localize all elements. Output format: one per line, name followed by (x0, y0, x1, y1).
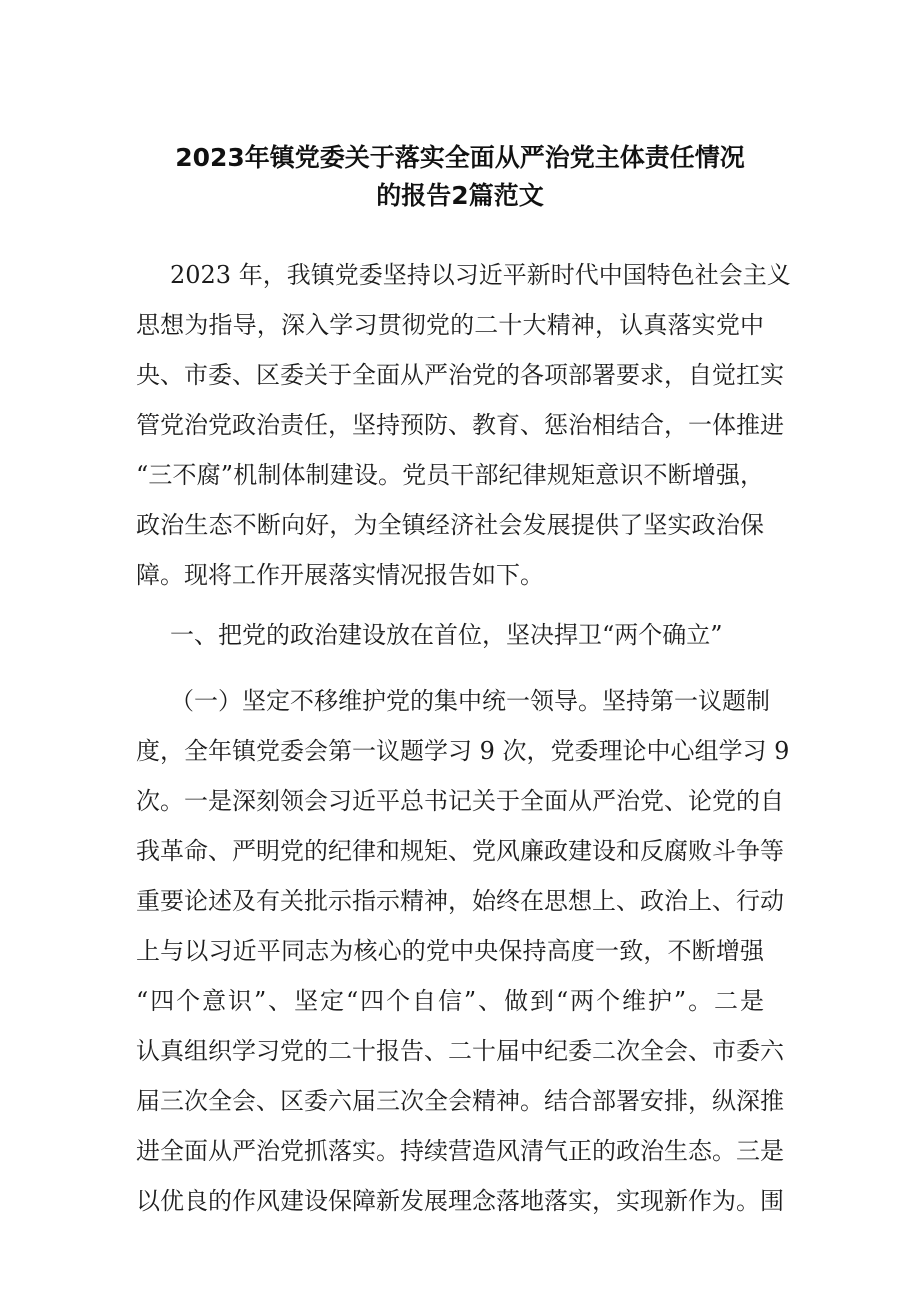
paragraph-2-line: 我革命、严明党的纪律和规矩、党风廉政建设和反腐败斗争等 (136, 837, 784, 865)
paragraph-2-line: 届三次全会、区委六届三次全会精神。结合部署安排，纵深推 (136, 1087, 784, 1115)
paragraph-1-line: 2023 年，我镇党委坚持以习近平新时代中国特色社会主义 (170, 261, 791, 289)
paragraph-2-line: （一）坚定不移维护党的集中统一领导。坚持第一议题制 (170, 687, 770, 715)
paragraph-2-line: 上与以习近平同志为核心的党中央保持高度一致，不断增强 (136, 937, 764, 965)
paragraph-2-line: 次。一是深刻领会习近平总书记关于全面从严治党、论党的自 (136, 787, 784, 815)
paragraph-1-line: 政治生态不断向好，为全镇经济社会发展提供了坚实政治保 (136, 511, 764, 539)
paragraph-2-line: 认真组织学习党的二十报告、二十届中纪委二次全会、市委六 (136, 1037, 784, 1065)
paragraph-1-line: 央、市委、区委关于全面从严治党的各项部署要求，自觉扛实 (136, 361, 784, 389)
section-heading-1: 一、把党的政治建设放在首位，坚决捍卫“两个确立” (170, 621, 723, 649)
paragraph-2-line: 进全面从严治党抓落实。持续营造风清气正的政治生态。三是 (136, 1137, 784, 1165)
document-title-line-2: 的报告2篇范文 (376, 181, 544, 210)
paragraph-1-line: 思想为指导，深入学习贯彻党的二十大精神，认真落实党中 (136, 311, 764, 339)
paragraph-2-line: “四个意识”、坚定“四个自信”、做到“两个维护”。二是 (136, 987, 764, 1015)
paragraph-1-line: 管党治党政治责任，坚持预防、教育、惩治相结合，一体推进 (136, 411, 784, 439)
paragraph-2-line: 重要论述及有关批示指示精神，始终在思想上、政治上、行动 (136, 887, 784, 915)
paragraph-1-line: “三不腐”机制体制建设。党员干部纪律规矩意识不断增强， (136, 461, 764, 489)
paragraph-2-line: 以优良的作风建设保障新发展理念落地落实，实现新作为。围 (136, 1187, 784, 1215)
paragraph-2-line: 度，全年镇党委会第一议题学习 9 次，党委理论中心组学习 9 (136, 737, 790, 765)
document-title-line-1: 2023年镇党委关于落实全面从严治党主体责任情况 (175, 143, 745, 172)
paragraph-1-line: 障。现将工作开展落实情况报告如下。 (136, 561, 544, 589)
